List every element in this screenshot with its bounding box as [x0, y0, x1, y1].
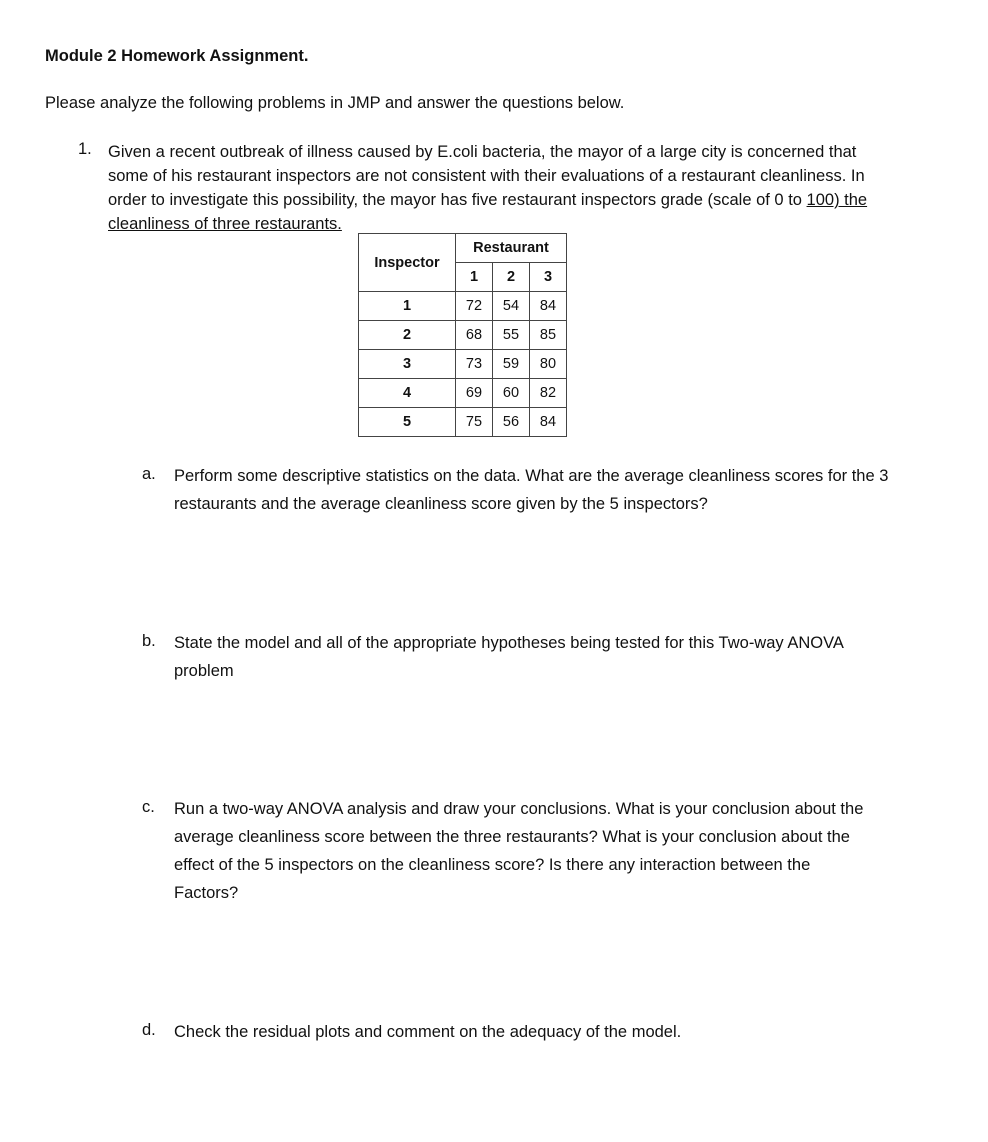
- restaurant-col-header: 3: [530, 263, 567, 292]
- table-header-restaurant: Restaurant: [456, 234, 567, 263]
- question-number: 1.: [78, 140, 92, 158]
- score-cell: 54: [493, 292, 530, 321]
- score-cell: 80: [530, 350, 567, 379]
- page-title: Module 2 Homework Assignment.: [45, 47, 309, 65]
- score-cell: 55: [493, 321, 530, 350]
- inspector-id: 2: [359, 321, 456, 350]
- inspector-id: 4: [359, 379, 456, 408]
- restaurant-col-header: 2: [493, 263, 530, 292]
- table-row: [359, 292, 567, 321]
- table-row: [359, 350, 567, 379]
- subquestion-b-text: State the model and all of the appropriate hypotheses being tested for this Two-way ANOVA problem: [174, 634, 843, 680]
- subquestion-c-letter: c.: [142, 798, 155, 816]
- subquestion-d-text: Check the residual plots and comment on the adequacy of the model.: [174, 1023, 682, 1041]
- score-cell: 82: [530, 379, 567, 408]
- intro-text: Please analyze the following problems in JMP and answer the questions below.: [45, 94, 625, 112]
- restaurant-col-header: 1: [456, 263, 493, 292]
- table-row: [359, 379, 567, 408]
- score-cell: 84: [530, 292, 567, 321]
- score-cell: 85: [530, 321, 567, 350]
- inspector-id: 5: [359, 408, 456, 437]
- score-cell: 68: [456, 321, 493, 350]
- table-row: [359, 408, 567, 437]
- score-cell: 60: [493, 379, 530, 408]
- score-cell: 73: [456, 350, 493, 379]
- score-cell: 84: [530, 408, 567, 437]
- question-text-underlined: 100) the cleanliness of three restaurants.: [108, 191, 868, 233]
- cleanliness-table: [358, 233, 567, 437]
- subquestion-d-letter: d.: [142, 1021, 156, 1039]
- inspector-id: 3: [359, 350, 456, 379]
- question-text: [108, 140, 898, 236]
- subquestion-a-letter: a.: [142, 465, 156, 483]
- score-cell: 72: [456, 292, 493, 321]
- table-row: [359, 321, 567, 350]
- score-cell: 56: [493, 408, 530, 437]
- score-cell: 75: [456, 408, 493, 437]
- question-text-main: Given a recent outbreak of illness caused by E.coli bacteria, the mayor of a large city is concerned that some of his restaurant inspectors are not consistent with their evaluations of a restaurant cleanliness. In order to investigate this possibility, the mayor has five restaurant inspectors grade (scale of 0 to: [108, 143, 865, 209]
- subquestion-a-text: Perform some descriptive statistics on the data. What are the average cleanliness scores for the 3 restaurants and the average cleanliness score given by the 5 inspectors?: [174, 467, 889, 513]
- table-header-inspector: Inspector: [359, 234, 456, 292]
- subquestion-b-letter: b.: [142, 632, 156, 650]
- score-cell: 69: [456, 379, 493, 408]
- score-cell: 59: [493, 350, 530, 379]
- subquestion-c-text: Run a two-way ANOVA analysis and draw your conclusions. What is your conclusion about the average cleanliness score between the three restaurants? What is your conclusion about the effect of the 5 inspectors on the cleanliness score? Is there any interaction between the Factors?: [174, 800, 864, 902]
- inspector-id: 1: [359, 292, 456, 321]
